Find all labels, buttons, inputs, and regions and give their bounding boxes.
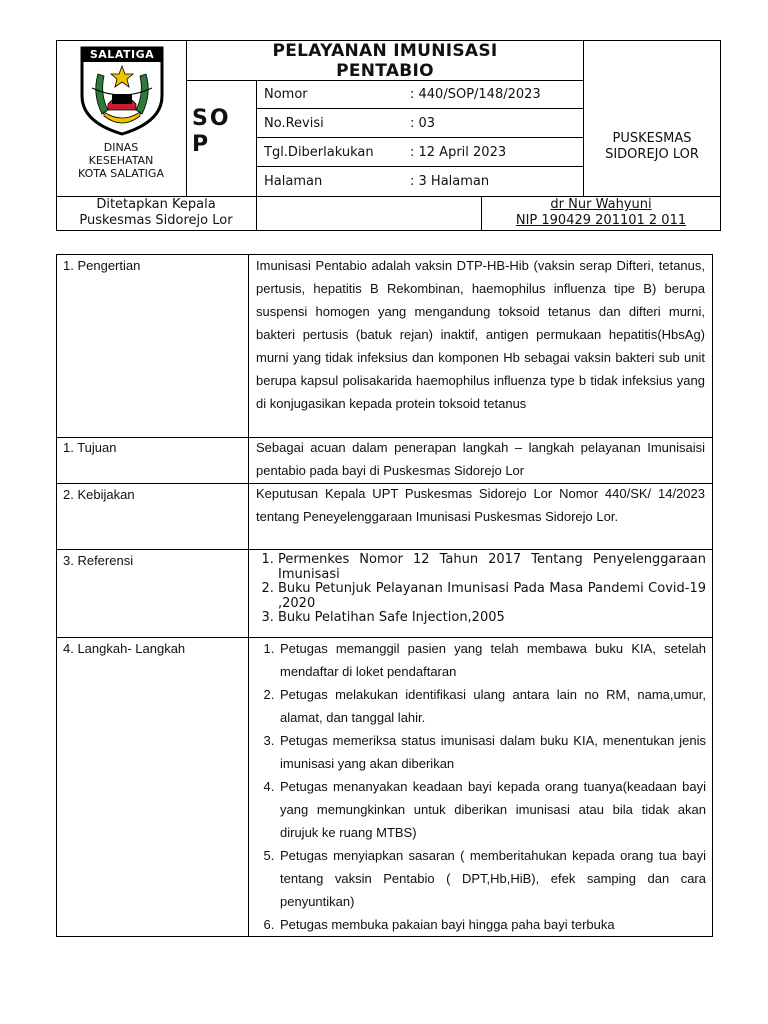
referensi-item: 1. Permenkes Nomor 12 Tahun 2017 Tentang Penyelenggaraan Imunisasi: [278, 553, 706, 582]
label-pengertian: 1. Pengertian: [63, 258, 141, 273]
city-logo: [78, 44, 166, 136]
langkah-item: 6. Petugas membuka pakaian bayi hingga paha bayi terbuka: [278, 913, 706, 936]
label-referensi: 3. Referensi: [63, 553, 134, 568]
text-tujuan: Sebagai acuan dalam penerapan langkah – langkah pelayanan Imunisaisi pentabio pada bayi di Puskesmas Sidorejo Lor: [256, 440, 705, 478]
langkah-item: 3. Petugas memeriksa status imunisasi dalam buku KIA, menentukan jenis imunisasi yang akan diberikan: [278, 729, 706, 775]
agency-line-2: KESEHATAN: [88, 154, 154, 167]
agency-line-1: DINAS: [103, 141, 139, 154]
agency-line-3: KOTA SALATIGA: [78, 167, 164, 180]
text-pengertian: Imunisasi Pentabio adalah vaksin DTP-HB-Hib (vaksin serap Difteri, tetanus, pertusis, hepatitis B Rekombinan, haemophilus influenza tipe B) berupa suspensi homogen yang mengandung toksoid tetanus dan difteri murni, bakteri pertusis (batuk rejan) inaktif, antigen permukaan hepatitis(HbsAg) murni yang tidak infeksius dan komponen Hb sebagai vaksin bakteri sub unit berupa kapsul polisakarida haemophilus influenza type b tidak infeksius yang di konjugasikan kepada protein toksoid tetanus: [256, 258, 705, 411]
langkah-item: 5. Petugas menyiapkan sasaran ( memberitahukan kepada orang tua bayi tentang vaksin Pentabio ( DPT,Hb,HiB), efek samping dan cara penyuntikan): [278, 844, 706, 913]
approved-by: [58, 197, 254, 229]
signer-name: dr Nur Wahyuni: [550, 197, 652, 212]
signer-nip: NIP 190429 201101 2 011: [515, 213, 687, 228]
list-langkah: [254, 637, 706, 936]
field-label-halaman: Halaman: [264, 174, 323, 189]
agency-name: [58, 141, 184, 180]
label-kebijakan: 2. Kebijakan: [63, 487, 135, 502]
list-referensi: [256, 553, 706, 626]
facility-line-1: PUSKESMAS: [612, 131, 692, 146]
referensi-item: 2. Buku Petunjuk Pelayanan Imunisasi Pada Masa Pandemi Covid-19 ,2020: [278, 582, 706, 611]
langkah-item: 1. Petugas memanggil pasien yang telah membawa buku KIA, setelah mendaftar di loket pendaftaran: [278, 637, 706, 683]
signer: [482, 197, 720, 229]
approved-line-1: Ditetapkan Kepala: [96, 197, 216, 212]
text-kebijakan: Keputusan Kepala UPT Puskesmas Sidorejo Lor Nomor 440/SK/ 14/2023 tentang Peneyelenggaraan Imunisasi Puskesmas Sidorejo Lor.: [256, 486, 705, 524]
field-value-tanggal: : 12 April 2023: [410, 145, 507, 160]
label-langkah: 4. Langkah- Langkah: [63, 641, 186, 656]
langkah-item: 2. Petugas melakukan identifikasi ulang antara lain no RM, nama,umur, alamat, dan tanggal lahir.: [278, 683, 706, 729]
approved-line-2: Puskesmas Sidorejo Lor: [79, 213, 233, 228]
field-label-nomor: Nomor: [264, 87, 308, 102]
langkah-item: 4. Petugas menanyakan keadaan bayi kepada orang tuanya(keadaan bayi yang memungkinkan untuk diberikan imunisasi atau bila tidak akan dirujuk ke ruang MTBS): [278, 775, 706, 844]
label-tujuan: 1. Tujuan: [63, 440, 117, 455]
field-value-halaman: : 3 Halaman: [410, 174, 490, 189]
logo-text: SALATIGA: [89, 48, 155, 61]
field-value-nomor: : 440/SOP/148/2023: [410, 87, 541, 102]
facility-name: [584, 131, 720, 163]
document-title: PELAYANAN IMUNISASI PENTABIO: [272, 41, 498, 81]
referensi-item: 3. Buku Pelatihan Safe Injection,2005: [278, 611, 706, 626]
sop-label: SO P: [192, 106, 231, 157]
field-label-revisi: No.Revisi: [264, 116, 324, 131]
field-label-tanggal: Tgl.Diberlakukan: [264, 145, 374, 160]
facility-line-2: SIDOREJO LOR: [605, 147, 699, 162]
field-value-revisi: : 03: [410, 116, 436, 131]
